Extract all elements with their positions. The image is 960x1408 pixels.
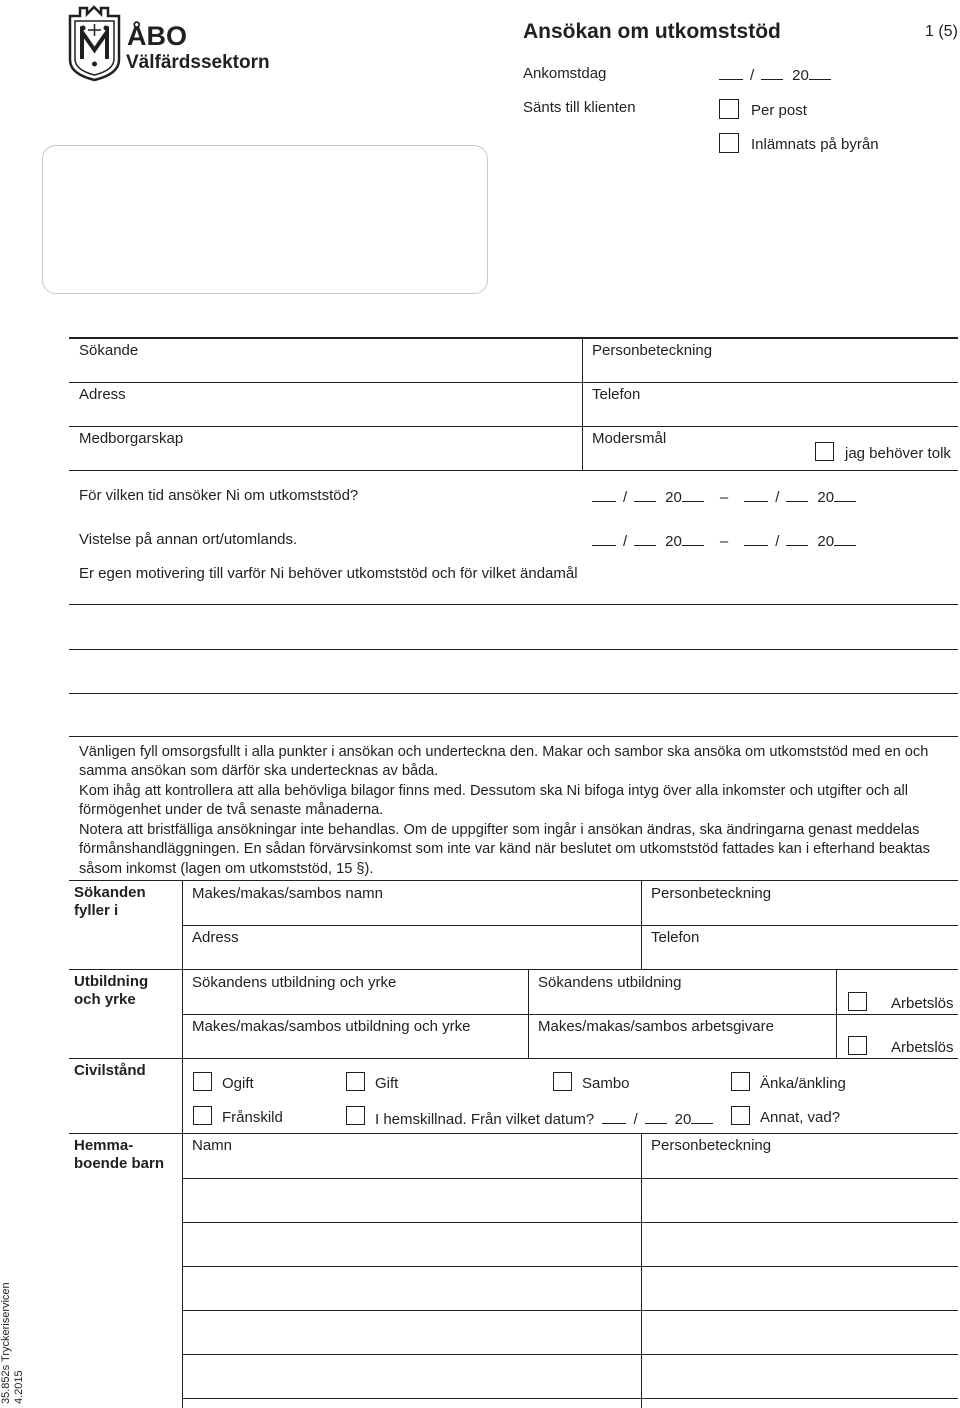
by-post-checkbox[interactable] xyxy=(719,99,739,119)
print-date-text: 4.2015 xyxy=(13,1370,25,1404)
motivation-label: Er egen motivering till varför Ni behöver utkomststöd och för vilket ändamål xyxy=(79,565,578,582)
date-century: 20 xyxy=(792,67,809,84)
spouse-phone-label: Telefon xyxy=(651,929,700,946)
section-rule-top xyxy=(69,337,958,339)
print-code-text: 35.852s Tryckeriservicen xyxy=(0,1282,12,1404)
spouse-section-label-2: fyller i xyxy=(74,902,119,919)
field-rule xyxy=(69,426,958,427)
child-row-line[interactable] xyxy=(182,1310,958,1311)
period-question: För vilken tid ansöker Ni om utkomststöd? xyxy=(79,487,359,504)
field-rule xyxy=(182,1014,958,1015)
spouse-unemployed-checkbox[interactable] xyxy=(848,1036,867,1055)
arrival-label: Ankomstdag xyxy=(523,65,607,82)
children-section-label-2: boende barn xyxy=(74,1155,165,1172)
child-id-label: Personbeteckning xyxy=(651,1137,772,1154)
page-number: 1 (5) xyxy=(925,23,958,40)
civil-status-section-label: Civilstånd xyxy=(74,1062,146,1079)
stay-label: Vistelse på annan ort/utomlands. xyxy=(79,531,298,548)
sent-label: Sänts till klienten xyxy=(523,99,636,116)
date-slash: / xyxy=(623,533,628,550)
interpreter-checkbox[interactable] xyxy=(815,442,834,461)
child-row-line[interactable] xyxy=(182,1398,958,1399)
date-century: 20 xyxy=(665,489,682,506)
separated-label xyxy=(375,1109,713,1129)
applicant-education-label: Sökandens utbildning xyxy=(538,974,682,991)
child-row-line[interactable] xyxy=(182,1222,958,1223)
children-column-divider xyxy=(641,1134,642,1408)
education-section-label xyxy=(74,973,148,1009)
label-column-divider xyxy=(182,1134,183,1408)
children-section-label-1: Hemma- xyxy=(74,1137,134,1154)
form-title: Ansökan om utkomststöd xyxy=(523,20,781,43)
section-rule xyxy=(69,736,958,737)
arrival-date-field[interactable] xyxy=(719,65,831,85)
children-section-label xyxy=(74,1137,164,1173)
citizenship-label: Medborgarskap xyxy=(79,430,184,447)
spouse-employer-label: Makes/makas/sambos arbetsgivare xyxy=(538,1018,774,1035)
date-century: 20 xyxy=(665,533,682,550)
motivation-line[interactable] xyxy=(69,604,958,605)
print-code xyxy=(0,1204,30,1404)
divorced-label: Frånskild xyxy=(222,1109,283,1126)
applicant-phone-label: Telefon xyxy=(592,386,641,403)
date-slash: / xyxy=(750,67,755,84)
motivation-line[interactable] xyxy=(69,649,958,650)
widowed-label: Änka/änkling xyxy=(760,1075,846,1092)
section-rule xyxy=(69,1133,958,1134)
sambo-checkbox[interactable] xyxy=(553,1072,572,1091)
separated-date-field[interactable] xyxy=(602,1111,713,1128)
spouse-education-occupation-label: Makes/makas/sambos utbildning och yrke xyxy=(192,1018,471,1035)
applicant-id-label: Personbeteckning xyxy=(592,342,713,359)
instruction-paragraph-2: Kom ihåg att kontrollera att alla behövliga bilagor finns med. Dessutom ska Ni bifoga intyg över alla inkomster och utgifter och all förmögenhet under de två senaste månaderna. xyxy=(79,783,909,819)
applicant-education-occupation-label: Sökandens utbildning och yrke xyxy=(192,974,397,991)
instruction-paragraph-3: Notera att bristfälliga ansökningar inte behandlas. Om de uppgifter som ingår i ansökan ändras, ska ändringarna genast meddelas förmånshandläggningen. En sådan förvärvsinkomst som inte var känd när beslutet om utkomststöd fattades kan i efterhand beaktas såsom inkomst (lagen om utkomststöd, 15 §). xyxy=(79,822,930,877)
ogift-label: Ogift xyxy=(222,1075,254,1092)
date-dash: – xyxy=(719,533,729,550)
sambo-label: Sambo xyxy=(582,1075,630,1092)
date-dash: – xyxy=(719,489,729,506)
period-date-range[interactable] xyxy=(592,487,856,507)
stay-date-range[interactable] xyxy=(592,531,856,551)
child-row-line[interactable] xyxy=(182,1266,958,1267)
date-slash: / xyxy=(775,533,780,550)
section-rule xyxy=(69,880,958,881)
date-slash: / xyxy=(623,489,628,506)
applicant-unemployed-checkbox[interactable] xyxy=(848,992,867,1011)
field-rule xyxy=(69,382,958,383)
gift-label: Gift xyxy=(375,1075,399,1092)
address-window xyxy=(42,145,488,294)
applicant-column-divider xyxy=(582,339,583,470)
education-section-label-2: och yrke xyxy=(74,991,136,1008)
divorced-checkbox[interactable] xyxy=(193,1106,212,1125)
applicant-unemployed-label: Arbetslös xyxy=(891,995,954,1012)
section-rule xyxy=(69,1058,958,1059)
child-row-line[interactable] xyxy=(182,1354,958,1355)
spouse-name-label: Makes/makas/sambos namn xyxy=(192,885,383,902)
spouse-id-label: Personbeteckning xyxy=(651,885,772,902)
interpreter-label: jag behöver tolk xyxy=(845,445,951,462)
section-rule xyxy=(69,969,958,970)
org-name: ÅBO xyxy=(127,21,187,51)
native-language-label: Modersmål xyxy=(592,430,667,447)
delivered-label: Inlämnats på byrån xyxy=(751,136,879,153)
widowed-checkbox[interactable] xyxy=(731,1072,750,1091)
other-checkbox[interactable] xyxy=(731,1106,750,1125)
spouse-section-label-1: Sökanden xyxy=(74,884,146,901)
spouse-address-label: Adress xyxy=(192,929,239,946)
applicant-name-label: Sökande xyxy=(79,342,139,359)
motivation-line[interactable] xyxy=(69,693,958,694)
ogift-checkbox[interactable] xyxy=(193,1072,212,1091)
date-slash: / xyxy=(633,1111,638,1128)
date-century: 20 xyxy=(817,533,835,550)
date-century: 20 xyxy=(817,489,835,506)
separated-label-text: I hemskillnad. Från vilket datum? xyxy=(375,1111,595,1128)
label-column-divider xyxy=(182,1059,183,1134)
org-sector: Välfärdssektorn xyxy=(126,52,270,73)
field-rule xyxy=(182,925,958,926)
spouse-section-label xyxy=(74,884,146,920)
education-section-label-1: Utbildning xyxy=(74,973,149,990)
other-label: Annat, vad? xyxy=(760,1109,841,1126)
date-slash: / xyxy=(775,489,780,506)
date-century: 20 xyxy=(674,1111,692,1128)
separated-checkbox[interactable] xyxy=(346,1106,365,1125)
delivered-checkbox[interactable] xyxy=(719,133,739,153)
gift-checkbox[interactable] xyxy=(346,1072,365,1091)
field-rule xyxy=(69,470,958,471)
coat-of-arms-icon xyxy=(67,4,122,82)
spouse-unemployed-label: Arbetslös xyxy=(891,1039,954,1056)
applicant-address-label: Adress xyxy=(79,386,126,403)
child-name-label: Namn xyxy=(192,1137,233,1154)
child-row-line[interactable] xyxy=(182,1178,958,1179)
instruction-paragraph-1: Vänligen fyll omsorgsfullt i alla punkter i ansökan och underteckna den. Makar och sambor ska ansöka om utkomststöd med en och samma ansökan som därför ska undertecknas av båda. xyxy=(79,744,929,780)
by-post-label: Per post xyxy=(751,102,807,119)
